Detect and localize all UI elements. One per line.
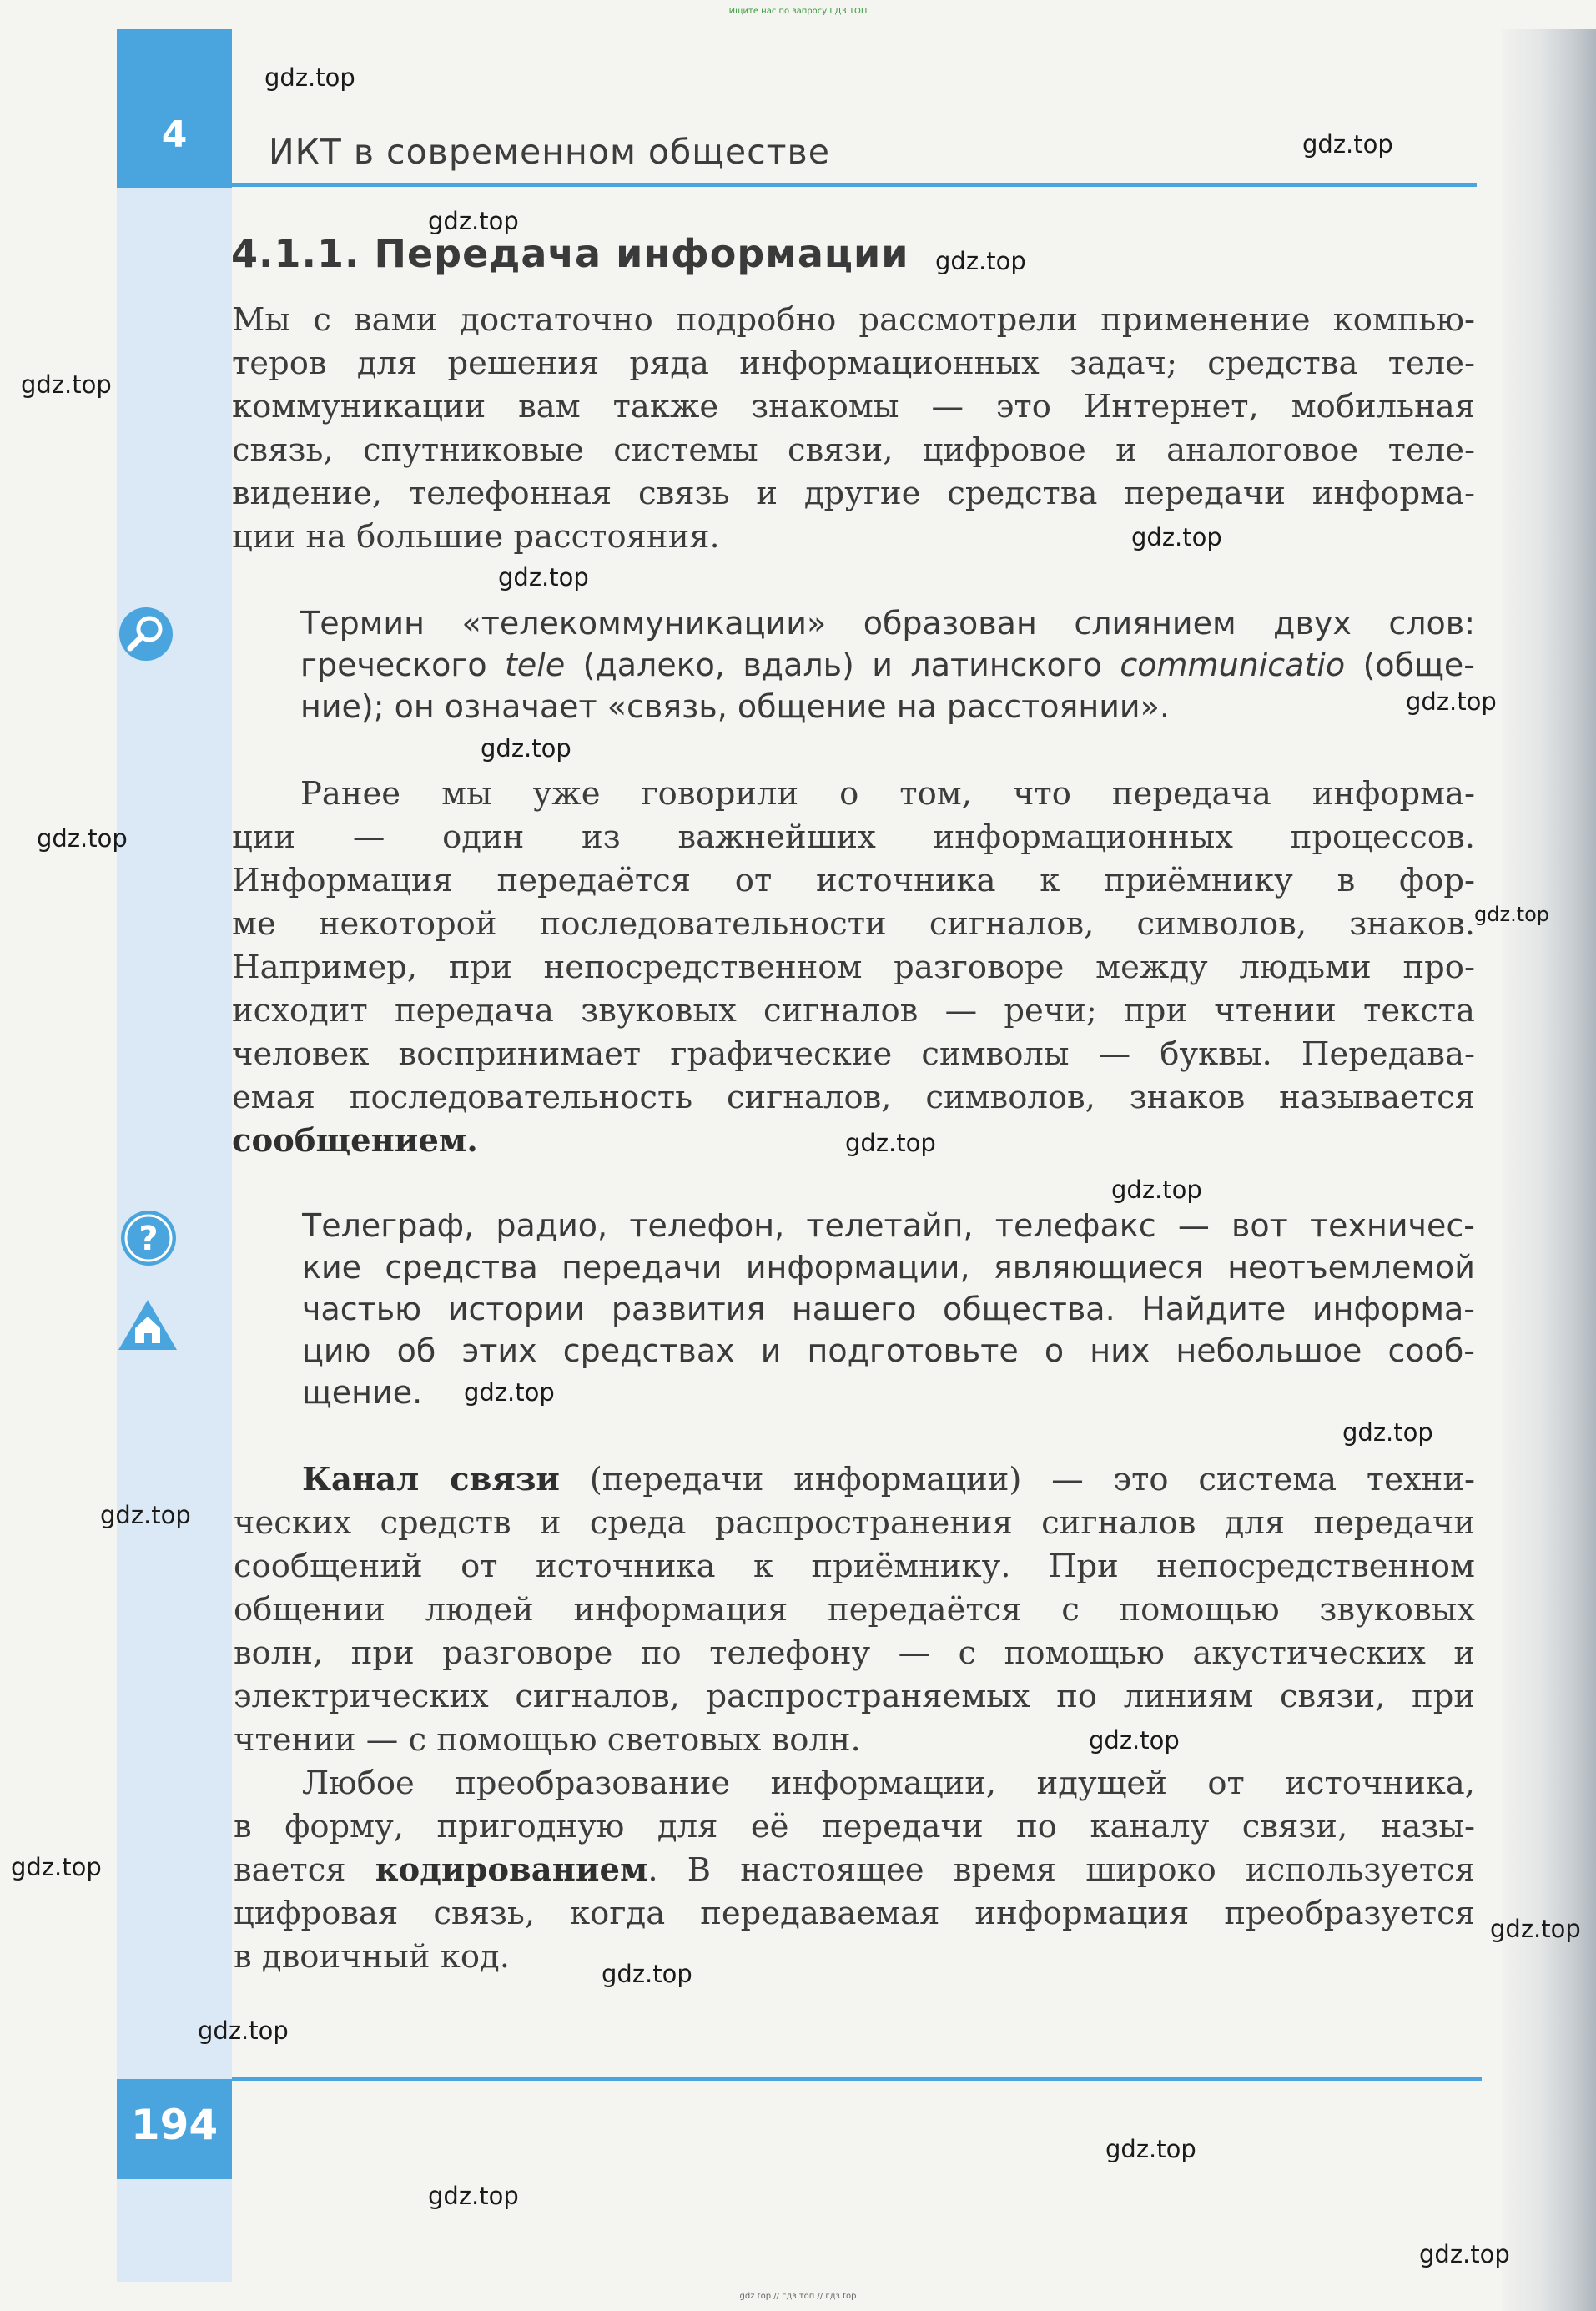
chapter-title: ИКТ в современном обществе	[269, 132, 830, 172]
svg-text:?: ?	[138, 1220, 159, 1258]
text-line: кие средства передачи информации, являющиеся неотъемлемой	[302, 1249, 1475, 1286]
channel-paragraph	[234, 1458, 1475, 1762]
term-bold: кодированием	[375, 1851, 648, 1889]
watermark: gdz.top	[37, 824, 128, 853]
text-line: видение, телефонная связь и другие средства передачи информа-	[232, 475, 1475, 512]
chapter-tab	[117, 29, 232, 188]
text-line: Телеграф, радио, телефон, телетайп, телефакс — вот техничес-	[302, 1207, 1475, 1244]
watermark: gdz.top	[264, 63, 355, 92]
magnifier-icon	[118, 607, 174, 662]
text-line: человек воспринимает графические символы — буквы. Передава-	[232, 1035, 1475, 1073]
term-italic: communicatio	[1120, 647, 1346, 683]
watermark: gdz.top	[1131, 523, 1222, 551]
text-line: теров для решения ряда информационных задач; средства теле-	[232, 345, 1475, 382]
text-line: Ранее мы уже говорили о том, что передача информа-	[300, 775, 1475, 813]
text-line: Любое преобразование информации, идущей от источника,	[302, 1765, 1475, 1802]
text-line: Мы с вами достаточно подробно рассмотрели применение компью-	[232, 301, 1475, 339]
text-line: Термин «телекоммуникации» образован слиянием двух слов:	[300, 605, 1475, 642]
margin-strip	[117, 29, 232, 2282]
text-line	[234, 1458, 1475, 1502]
watermark: gdz.top	[198, 2016, 289, 2045]
intro-paragraph	[232, 299, 1475, 559]
text-line: ции на большие расстояния.	[232, 518, 720, 556]
watermark: gdz.top	[1111, 1176, 1202, 1204]
text-line: цию об этих средствах и подготовьте о них небольшое сооб-	[302, 1332, 1475, 1369]
watermark: gdz.top	[11, 1853, 102, 1881]
text-line: коммуникации вам также знакомы — это Интернет, мобильная	[232, 388, 1475, 425]
text-line: связь, спутниковые системы связи, цифровое и аналоговое теле-	[232, 431, 1475, 469]
text-line: Информация передаётся от источника к приёмнику в фор-	[232, 862, 1475, 899]
text-line: сообщений от источника к приёмнику. При непосредственном	[234, 1548, 1475, 1585]
term-italic: tele	[505, 647, 566, 683]
watermark: gdz.top	[602, 1960, 692, 1988]
watermark: gdz.top	[1474, 903, 1550, 926]
watermark: gdz.top	[1105, 2135, 1196, 2163]
text-fragment: (передачи информации) — это система техни-	[559, 1461, 1475, 1498]
text-line: чтении — с помощью световых волн.	[234, 1721, 861, 1759]
home-icon	[117, 1298, 179, 1352]
text-fragment: (далеко, вдаль) и латинского	[565, 647, 1120, 683]
signals-paragraph	[232, 773, 1475, 1163]
text-fragment: .	[466, 1122, 478, 1160]
watermark: gdz.top	[1089, 1726, 1180, 1755]
watermark: gdz.top	[428, 2182, 519, 2210]
watermark: gdz.top	[1490, 1915, 1581, 1943]
footer-rule	[232, 2077, 1482, 2081]
text-line: щение.	[302, 1374, 423, 1411]
text-fragment: (обще-	[1345, 647, 1475, 683]
text-line: ции — один из важнейших информационных процессов.	[232, 818, 1475, 856]
question-icon	[120, 1210, 177, 1266]
chapter-number: 4	[161, 113, 188, 156]
watermark: gdz.top	[1342, 1418, 1433, 1447]
text-line: общении людей информация передаётся с помощью звуковых	[234, 1591, 1475, 1629]
watermark: gdz.top	[1406, 687, 1497, 716]
watermark: gdz.top	[1419, 2240, 1510, 2268]
text-line: электрических сигналов, распространяемых по линиям связи, при	[234, 1678, 1475, 1715]
term-note	[300, 602, 1475, 728]
text-fragment: греческого	[300, 647, 506, 683]
watermark: gdz.top	[1302, 130, 1393, 159]
text-line: Например, при непосредственном разговоре между людьми про-	[232, 949, 1475, 986]
text-line: исходит передача звуковых сигналов — речи; при чтении текста	[232, 992, 1475, 1030]
text-line: цифровая связь, когда передаваемая информация преобразуется	[234, 1895, 1475, 1932]
term-bold: сообщением	[232, 1122, 467, 1160]
page-curl-shadow	[1502, 29, 1596, 2311]
text-line: емая последовательность сигналов, символов, знаков называется	[232, 1079, 1475, 1116]
watermark: gdz.top	[21, 370, 112, 399]
top-note: Ищите нас по запросу ГДЗ ТОП	[728, 7, 868, 16]
text-line: ческих средств и среда распространения сигналов для передачи	[234, 1504, 1475, 1542]
watermark: gdz.top	[845, 1129, 936, 1157]
watermark: gdz.top	[498, 563, 589, 592]
watermark: gdz.top	[428, 207, 519, 235]
bottom-note: gdz top // гдз топ // гдз top	[739, 2292, 857, 2301]
page-number: 194	[130, 2101, 219, 2149]
watermark: gdz.top	[481, 734, 571, 763]
term-bold: Канал связи	[302, 1461, 560, 1498]
text-line: ме некоторой последовательности сигналов, символов, знаков.	[232, 905, 1475, 943]
coding-paragraph	[234, 1762, 1475, 1979]
watermark: gdz.top	[935, 247, 1026, 275]
text-line	[234, 1849, 1475, 1892]
text-line: ние); он означает «связь, общение на расстоянии».	[300, 688, 1170, 725]
text-line: в двоичный код.	[234, 1938, 510, 1976]
text-fragment: . В настоящее время широко используется	[647, 1851, 1475, 1889]
text-line: частью истории развития нашего общества. Найдите информа-	[302, 1291, 1475, 1327]
text-fragment: вается	[234, 1851, 375, 1889]
text-line	[300, 644, 1475, 686]
watermark: gdz.top	[100, 1501, 191, 1529]
text-line: в форму, пригодную для её передачи по каналу связи, назы-	[234, 1808, 1475, 1845]
section-title: 4.1.1. Передача информации	[231, 231, 909, 276]
watermark: gdz.top	[464, 1378, 555, 1407]
text-line: волн, при разговоре по телефону — с помощью акустических и	[234, 1634, 1475, 1672]
header-rule	[232, 183, 1477, 187]
